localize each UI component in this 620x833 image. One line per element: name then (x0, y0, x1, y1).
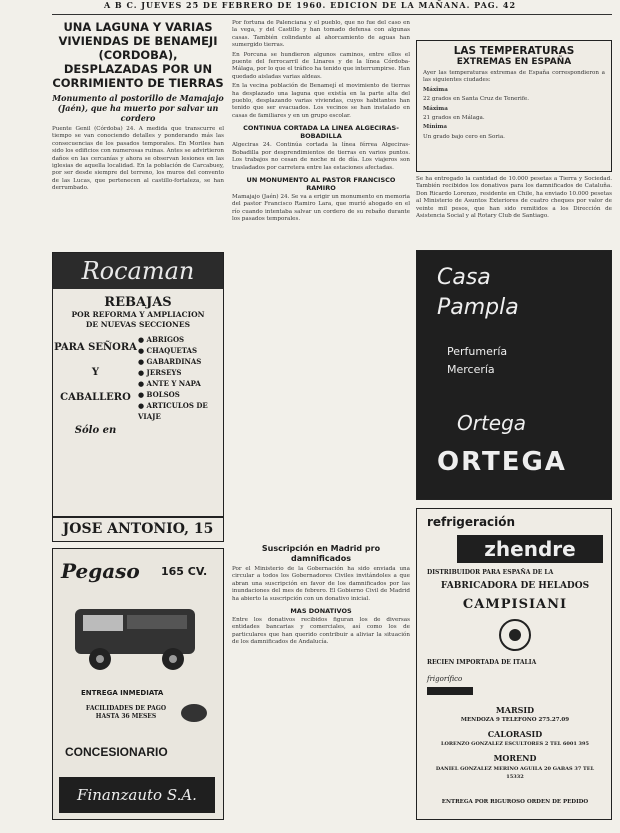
ortega-line3: Perfumería (447, 345, 508, 358)
truck-hub-front (96, 655, 104, 663)
zhendre-addr2: LORENZO GONZALEZ ESCULTORES 2 TEL 6001 395 (441, 741, 589, 747)
story2-paragraph: En Porcuna se hundieron algunos caminos, entre ellos el puente del ferrocarril de Linares y de la línea Córdoba-Málaga, por lo que el tráfico ha tenido que interrumpirse. Han quedado aisladas varias aldeas. (232, 51, 410, 80)
zhendre-maria: frigorífico (427, 675, 463, 683)
ad-ortega (416, 250, 612, 500)
story2-heading-suscripcion: Suscripción en Madrid pro damnificados (261, 544, 381, 563)
rocaman-rebajas: REBAJAS (104, 295, 172, 310)
pegaso-power: 165 CV. (161, 565, 208, 578)
ice-cream-machine-icon (497, 617, 533, 653)
zhendre-intro: RECIEN IMPORTADA DE ITALIA (427, 659, 537, 666)
rocaman-item: ● ANTE Y NAPA (138, 379, 201, 388)
zhendre-fab: FABRICADORA DE HELADOS (440, 581, 590, 591)
pegaso-brand: Pegaso (61, 559, 140, 583)
rocaman-brand: Rocaman (53, 253, 223, 289)
rocaman-item: ● ABRIGOS (138, 335, 185, 344)
story2-heading-donativos: MAS DONATIVOS (290, 607, 352, 616)
story2-column (232, 20, 410, 560)
rocaman-y: Y (91, 367, 100, 378)
zhendre-calorasid: CALORASID (487, 729, 543, 739)
rocaman-item: ● BOLSOS (138, 390, 180, 399)
zhendre-logo-bar (427, 687, 473, 695)
rocaman-para: PARA SEÑORA (54, 342, 137, 353)
story1-subheadline: Monumento al postorillo de Mamajajo (Jaén), que ha muerto por salvar un cordero (52, 93, 224, 123)
ad-pegaso (52, 548, 224, 820)
rocaman-solo: Sólo en (74, 425, 117, 436)
story2-paragraph: Por fortuna de Palenciana y el pueblo, que no fue del caso en la vega, y del Castillo y han tomado defensa con algunas casas. También colindante al ahorcamiento de aguas han sumergido tierras. (232, 20, 410, 49)
story1-body: Puente Genil (Córdoba) 24. A medida que transcurre el tiempo se van conociendo detalles y ponderando más las consecuencias de los pasados temporales. En Moriles han sido los edificios con numerosas ruinas. Antes se advirtieron daños en las cercanías y ahora se observan lesiones en las iglesias de aquella localidad. En la población de Carcabuey, por ser desde siempre del terreno, los muros del convento de las Lucas, que pertenecen al castillo-fortaleza, se han derrumbado. (52, 126, 224, 192)
story2-paragraph: Mamajajo (Jaén) 24. Se va a erigir un monumento en memoria del pastor Francisco Ramiro Lara, que murió ahogado en el río cuando intentaba salvar un cordero de su rebaño durante los pasados temporales. (232, 193, 410, 223)
page-header: A B C. JUEVES 25 DE FEBRERO DE 1960. EDICION DE LA MAÑANA. PAG. 42 (103, 0, 517, 10)
story1-column (52, 20, 224, 230)
ad-zhendre (416, 508, 612, 820)
story2-heading-algeciras: CONTINUA CORTADA LA LINEA ALGECIRAS-BOBADILLA (243, 124, 399, 141)
ad-rocaman (52, 252, 224, 542)
temps-max-abs-value: 21 grados en Málaga. (423, 115, 485, 122)
ortega-line2: Pampla (437, 295, 519, 320)
story1-headline: UNA LAGUNA Y VARIAS VIVIENDAS DE BENAMEJI (CORDOBA), DESPLAZADAS POR UN CORRIMIENTO DE TIERRAS (52, 20, 224, 90)
story2-paragraph: Entre los donativos recibidos figuran los de diversas entidades bancarias y comerciales, así como los de particulares que han querido contribuir a aliviar la situación de los damnificados de Andalucía. (232, 617, 410, 646)
pegaso-logo-icon (179, 701, 209, 725)
rocaman-item: ● GABARDINAS (138, 357, 202, 366)
zhendre-foot: ENTREGA POR RIGUROSO ORDEN DE PEDIDO (441, 799, 589, 805)
temps-min-value: Un grado bajo cero en Soria. (423, 133, 505, 140)
rocaman-caballero: CABALLERO (60, 392, 131, 403)
temps-max-label: Máxima (423, 86, 448, 93)
rocaman-item: ● CHAQUETAS (138, 346, 198, 355)
rocaman-line2: DE NUEVAS SECCIONES (85, 320, 191, 329)
story3-column (416, 176, 612, 242)
story3-body: Se ha entregado la cantidad de 10.000 pesetas a Tierra y Sociedad. También recibidos los donativos para los damnificados de Cataluña. Don Ricardo Lorenzo, residente en Chile, ha enviado 10.000 pesetas al Ministerio de Asuntos Exteriores de cuatro cheques por valor de veinte mil pesos, que han sido remitidos a los Dirección de Asistencia Social y al Rotary Club de Santiago. (416, 176, 612, 220)
temps-title2: EXTREMAS EN ESPAÑA (456, 57, 572, 67)
truck-illustration (65, 589, 215, 684)
zhendre-moreno: MOREND (493, 753, 537, 763)
rocaman-line1: POR REFORMA Y AMPLIACION (71, 310, 205, 319)
temperatures-box (416, 40, 612, 172)
zhendre-refrig: refrigeración (427, 515, 516, 529)
temps-intro: Ayer las temperaturas extremas de España correspondieron a las siguientes ciudades: (423, 70, 605, 84)
zhendre-brand: zhendre (457, 535, 603, 563)
story2-column-lower (232, 540, 410, 830)
story2-paragraph: En la vecina población de Benamejí el movimiento de tierras ha desplazado una laguna que existía en la parte alta del pueblo, desplazando varias viviendas, cuyos habitantes han tenido que ser evacuados. Los vecinos se han instalado en casas de familiares y en un grupo escolar. (232, 83, 410, 119)
ortega-line5: Ortega (457, 411, 527, 435)
temps-max-abs-label: Máxima (423, 105, 448, 112)
story2-paragraph: Algeciras 24. Continúa cortada la línea férrea Algeciras-Bobadilla por desprendimientos de tierras en varios puntos. Los trabajos no cesan de noche ni de día. Los viajeros son trasladados por carretera entre las estaciones afectadas. (232, 142, 410, 171)
temps-max-value: 22 grados en Santa Cruz de Tenerife. (423, 96, 529, 103)
pegaso-company: Finanzauto S.A. (59, 777, 215, 813)
rocaman-audience (53, 334, 138, 436)
zhendre-marsid: MARSID (495, 705, 535, 715)
rocaman-item-list (138, 334, 222, 436)
zhendre-campisiani: CAMPISIANI (462, 597, 568, 612)
zhendre-addr3: DANIEL GONZALEZ MERINO AGUILA 20 GABAS 37 TEL 15332 (435, 766, 595, 780)
truck-windshield (83, 615, 123, 631)
rocaman-item: ● ARTICULOS DE VIAJE (138, 401, 208, 421)
truck-cargo (127, 615, 187, 629)
truck-hub-rear (169, 655, 177, 663)
rocaman-address: JOSE ANTONIO, 15 (53, 516, 223, 537)
pegaso-facilidades: FACILIDADES DE PAGO HASTA 36 MESES (85, 705, 167, 720)
rocaman-item: ● JERSEYS (138, 368, 182, 377)
story2-paragraph: Por el Ministerio de la Gobernación ha sido enviada una circular a todos los Gobernadores Civiles invitándoles a que abran una suscripción en favor de los damnificados por las inundaciones del mes de febrero. El Gobierno Civil de Madrid ha abierto la suscripción con un donativo inicial. (232, 566, 410, 602)
pegaso-concesionario: CONCESIONARIO (65, 745, 168, 759)
ortega-line4: Mercería (447, 363, 495, 376)
temps-title1: LAS TEMPERATURAS (453, 45, 575, 57)
zhendre-addr1: MENDOZA 9 TELEFONO 275.27.09 (460, 717, 570, 723)
pegaso-entrega: ENTREGA INMEDIATA (81, 689, 164, 697)
header-rule (52, 14, 612, 15)
ortega-line1: Casa (437, 265, 491, 290)
temps-min-label: Mínima (423, 124, 448, 131)
story2-heading-monumento: UN MONUMENTO AL PASTOR FRANCISCO RAMIRO (246, 175, 396, 192)
zhendre-dist: DISTRIBUIDOR PARA ESPAÑA DE LA (427, 569, 554, 576)
ortega-line6: ORTEGA (437, 447, 567, 477)
